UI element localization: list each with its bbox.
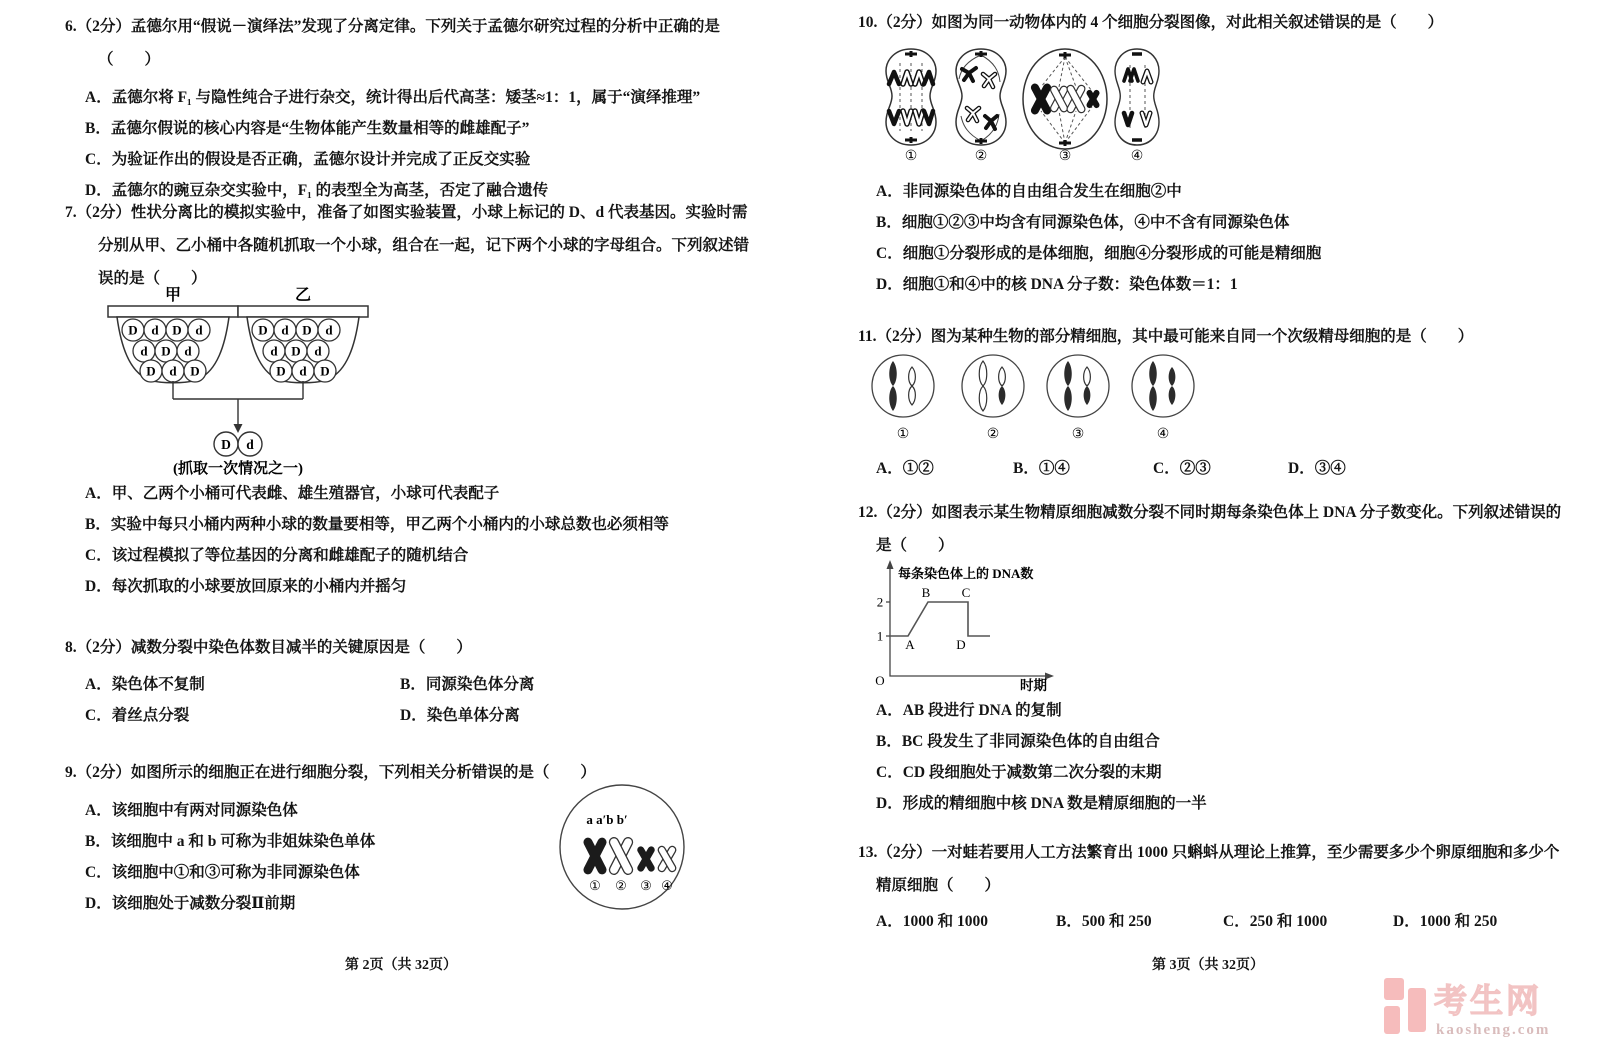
cell-1 bbox=[886, 49, 936, 145]
question-13-stem: 13.（2分）一对蛙若要用人工方法繁育出 1000 只蝌蚪从理论上推算，至少需要多少个卵原细胞和多少个精原细胞（ ） bbox=[858, 844, 1560, 894]
option-c: C．着丝点分裂 bbox=[85, 707, 190, 724]
question-12 bbox=[853, 496, 1563, 819]
sperm-cells-figure bbox=[868, 352, 1563, 449]
connector-lines bbox=[173, 381, 303, 426]
question-11-stem: 11.（2分）图为某种生物的部分精细胞，其中最可能来自同一个次级精母细胞的是（ ） bbox=[858, 328, 1474, 345]
question-10-options bbox=[853, 176, 1563, 300]
question-8 bbox=[40, 631, 762, 731]
cell-3 bbox=[1023, 49, 1107, 149]
question-6-stem: 6.（2分）孟德尔用“假说－演绎法”发现了分离定律。下列关于孟德尔研究过程的分析中正确的是（ ） bbox=[65, 18, 720, 68]
ball-letter: d bbox=[299, 363, 307, 379]
option-d: D．细胞①和④中的核 DNA 分子数：染色体数＝1：1 bbox=[876, 276, 1238, 293]
option-d: D．1000 和 250 bbox=[1393, 913, 1498, 930]
exam-page-3 bbox=[853, 0, 1563, 1049]
option-c: C．该过程模拟了等位基因的分离和雌雄配子的随机结合 bbox=[85, 547, 469, 564]
footer-text: 页） bbox=[1236, 958, 1264, 973]
option-b: B．孟德尔假说的核心内容是“生物体能产生数量相等的雌雄配子” bbox=[85, 120, 530, 137]
ball-letter: d bbox=[195, 322, 203, 338]
question-6-options bbox=[40, 82, 762, 206]
arrow-down-icon bbox=[234, 424, 243, 433]
option-d: D．染色单体分离 bbox=[400, 707, 520, 724]
bucket2 bbox=[238, 306, 368, 383]
point-label-b: B bbox=[921, 585, 931, 600]
option-d: D．孟德尔的豌豆杂交实验中，F₁ 的表型全为高茎，否定了融合遗传 bbox=[85, 182, 549, 199]
question-13-options bbox=[853, 906, 1563, 937]
bucket2-label: 乙 bbox=[294, 287, 312, 304]
dna-line-chart bbox=[868, 554, 1563, 699]
option-c: C．细胞①分裂形成的是体细胞，细胞④分裂形成的可能是精细胞 bbox=[876, 245, 1322, 262]
watermark-brand: 考生网 bbox=[1434, 984, 1542, 1020]
option-b: B．BC 段发生了非同源染色体的自由组合 bbox=[876, 733, 1160, 750]
exam-page-2 bbox=[40, 0, 762, 1049]
ball-letter: d bbox=[140, 343, 148, 359]
option-c: C．CD 段细胞处于减数第二次分裂的末期 bbox=[876, 764, 1162, 781]
chromatid-labels: a a′b b′ bbox=[586, 812, 628, 827]
cell-label: ① bbox=[896, 427, 910, 442]
ball-letter: d bbox=[169, 363, 177, 379]
question-11 bbox=[853, 322, 1563, 484]
footer-text: 第 bbox=[345, 958, 363, 973]
option-a: A．甲、乙两个小桶可代表雌、雄生殖器官，小球可代表配子 bbox=[85, 485, 500, 502]
y-tick-2: 2 bbox=[876, 594, 884, 610]
page-footer bbox=[40, 954, 762, 974]
ball-letter: D bbox=[146, 363, 156, 379]
option-b: B．500 和 250 bbox=[1056, 913, 1152, 930]
y-tick-1: 1 bbox=[876, 628, 884, 644]
kaosheng-logo-icon bbox=[1384, 978, 1426, 1034]
cell-label: ② bbox=[986, 427, 1000, 442]
question-11-options bbox=[853, 453, 1563, 484]
cell-label: ④ bbox=[1130, 149, 1144, 164]
point-label-d: D bbox=[956, 637, 966, 652]
bucket-experiment-figure bbox=[85, 284, 385, 484]
footer-text: 页（共 bbox=[1176, 958, 1222, 973]
option-c: C．为验证作出的假设是否正确，孟德尔设计并完成了正反交实验 bbox=[85, 151, 531, 168]
option-a: A．1000 和 1000 bbox=[876, 913, 988, 930]
option-c: C．②③ bbox=[1153, 460, 1211, 477]
option-b: B．①④ bbox=[1013, 460, 1070, 477]
question-9 bbox=[40, 756, 762, 919]
footer-text: 页（共 bbox=[369, 958, 415, 973]
cell-label: ② bbox=[974, 149, 988, 164]
option-a: A．染色体不复制 bbox=[85, 676, 205, 693]
kaosheng-watermark bbox=[1382, 976, 1577, 1045]
page-footer bbox=[853, 954, 1563, 974]
footer-total-pages: 32 bbox=[415, 958, 429, 973]
ball-letter: D bbox=[302, 322, 312, 338]
bucket1-label: 甲 bbox=[164, 287, 182, 304]
ball-letter: d bbox=[325, 322, 333, 338]
chromosome-label: ③ bbox=[640, 878, 652, 893]
ball-letter: D bbox=[190, 363, 200, 379]
question-8-options bbox=[40, 669, 762, 731]
cell-label: ④ bbox=[1156, 427, 1170, 442]
ball-letter: D bbox=[161, 343, 171, 359]
origin-label: O bbox=[875, 673, 885, 688]
cell-label: ③ bbox=[1058, 149, 1072, 164]
question-12-options bbox=[853, 695, 1563, 819]
question-8-stem: 8.（2分）减数分裂中染色体数目减半的关键原因是（ ） bbox=[65, 639, 472, 656]
question-9-options bbox=[40, 795, 565, 919]
chromosome-label: ① bbox=[589, 878, 601, 893]
question-13 bbox=[853, 836, 1563, 937]
ball-letter: d bbox=[314, 343, 322, 359]
question-6 bbox=[40, 10, 762, 206]
result-ball-letter: D bbox=[221, 437, 231, 452]
ball-letter: D bbox=[291, 343, 301, 359]
chromosome-label: ② bbox=[615, 878, 627, 893]
ball-letter: D bbox=[320, 363, 330, 379]
ball-letter: d bbox=[281, 322, 289, 338]
footer-page-number: 2 bbox=[362, 958, 370, 973]
option-a: A．孟德尔将 F₁ 与隐性纯合子进行杂交，统计得出后代高茎：矮茎≈1：1，属于“演绎推理” bbox=[85, 89, 701, 106]
ball-letter: D bbox=[276, 363, 286, 379]
question-12-stem: 12.（2分）如图表示某生物精原细胞减数分裂不同时期每条染色体上 DNA 分子数变化。下列叙述错误的是（ ） bbox=[858, 504, 1562, 554]
option-b: B．细胞①②③中均含有同源染色体，④中不含有同源染色体 bbox=[876, 214, 1290, 231]
cell-division-figure bbox=[555, 780, 690, 920]
dna-count-line bbox=[890, 602, 990, 636]
bucket1 bbox=[108, 306, 238, 383]
ball-letter: d bbox=[270, 343, 278, 359]
cell-label: ① bbox=[904, 149, 918, 164]
option-d: D．该细胞处于减数分裂Ⅱ前期 bbox=[85, 895, 296, 912]
option-a: A．①② bbox=[876, 460, 934, 477]
ball-letter: D bbox=[172, 322, 182, 338]
y-axis-title: 每条染色体上的 DNA数 bbox=[898, 566, 1034, 581]
ball-letter: d bbox=[151, 322, 159, 338]
option-d: D．③④ bbox=[1288, 460, 1346, 477]
option-a: A．非同源染色体的自由组合发生在细胞②中 bbox=[876, 183, 1182, 200]
question-10-stem: 10.（2分）如图为同一动物体内的 4 个细胞分裂图像，对此相关叙述错误的是（ ） bbox=[858, 14, 1444, 31]
figure-caption: (抓取一次情况之一) bbox=[173, 461, 303, 477]
chromosome-label: ④ bbox=[661, 878, 673, 893]
option-b: B．该细胞中 a 和 b 可称为非姐妹染色单体 bbox=[85, 833, 376, 850]
footer-page-number: 3 bbox=[1169, 958, 1177, 973]
option-b: B．实验中每只小桶内两种小球的数量要相等，甲乙两个小桶内的小球总数也必须相等 bbox=[85, 516, 669, 533]
y-axis-arrow-icon bbox=[887, 560, 894, 569]
question-10 bbox=[853, 6, 1563, 300]
footer-text: 第 bbox=[1152, 958, 1170, 973]
option-c: C．该细胞中①和③可称为非同源染色体 bbox=[85, 864, 360, 881]
option-d: D．形成的精细胞中核 DNA 数是精原细胞的一半 bbox=[876, 795, 1207, 812]
cell-2 bbox=[956, 49, 1006, 145]
watermark-site: kaosheng.com bbox=[1436, 1022, 1551, 1038]
result-ball-letter: d bbox=[246, 437, 254, 452]
ball-letter: d bbox=[184, 343, 192, 359]
option-d: D．每次抓取的小球要放回原来的小桶内并摇匀 bbox=[85, 578, 407, 595]
question-7-stem: 7.（2分）性状分离比的模拟实验中，准备了如图实验装置，小球上标记的 D、d 代表基因。实验时需分别从甲、乙小桶中各随机抓取一个小球，组合在一起，记下两个小球的字母组合。下列叙述错误的是（ ） bbox=[65, 204, 750, 287]
footer-total-pages: 32 bbox=[1222, 958, 1236, 973]
option-a: A．AB 段进行 DNA 的复制 bbox=[876, 702, 1062, 719]
question-7-options bbox=[40, 478, 762, 602]
x-axis-title: 时期 bbox=[1020, 678, 1047, 693]
option-b: B．同源染色体分离 bbox=[400, 676, 535, 693]
ball-letter: D bbox=[258, 322, 268, 338]
footer-text: 页） bbox=[429, 958, 457, 973]
cell-label: ③ bbox=[1071, 427, 1085, 442]
ball-letter: D bbox=[128, 322, 138, 338]
point-label-a: A bbox=[905, 637, 915, 652]
question-9-stem: 9.（2分）如图所示的细胞正在进行细胞分裂，下列相关分析错误的是（ ） bbox=[65, 764, 596, 781]
four-cells-figure bbox=[873, 43, 1563, 170]
question-7 bbox=[40, 196, 762, 295]
option-a: A．该细胞中有两对同源染色体 bbox=[85, 802, 298, 819]
cell-4 bbox=[1115, 49, 1159, 145]
option-c: C．250 和 1000 bbox=[1223, 913, 1328, 930]
point-label-c: C bbox=[961, 585, 971, 600]
